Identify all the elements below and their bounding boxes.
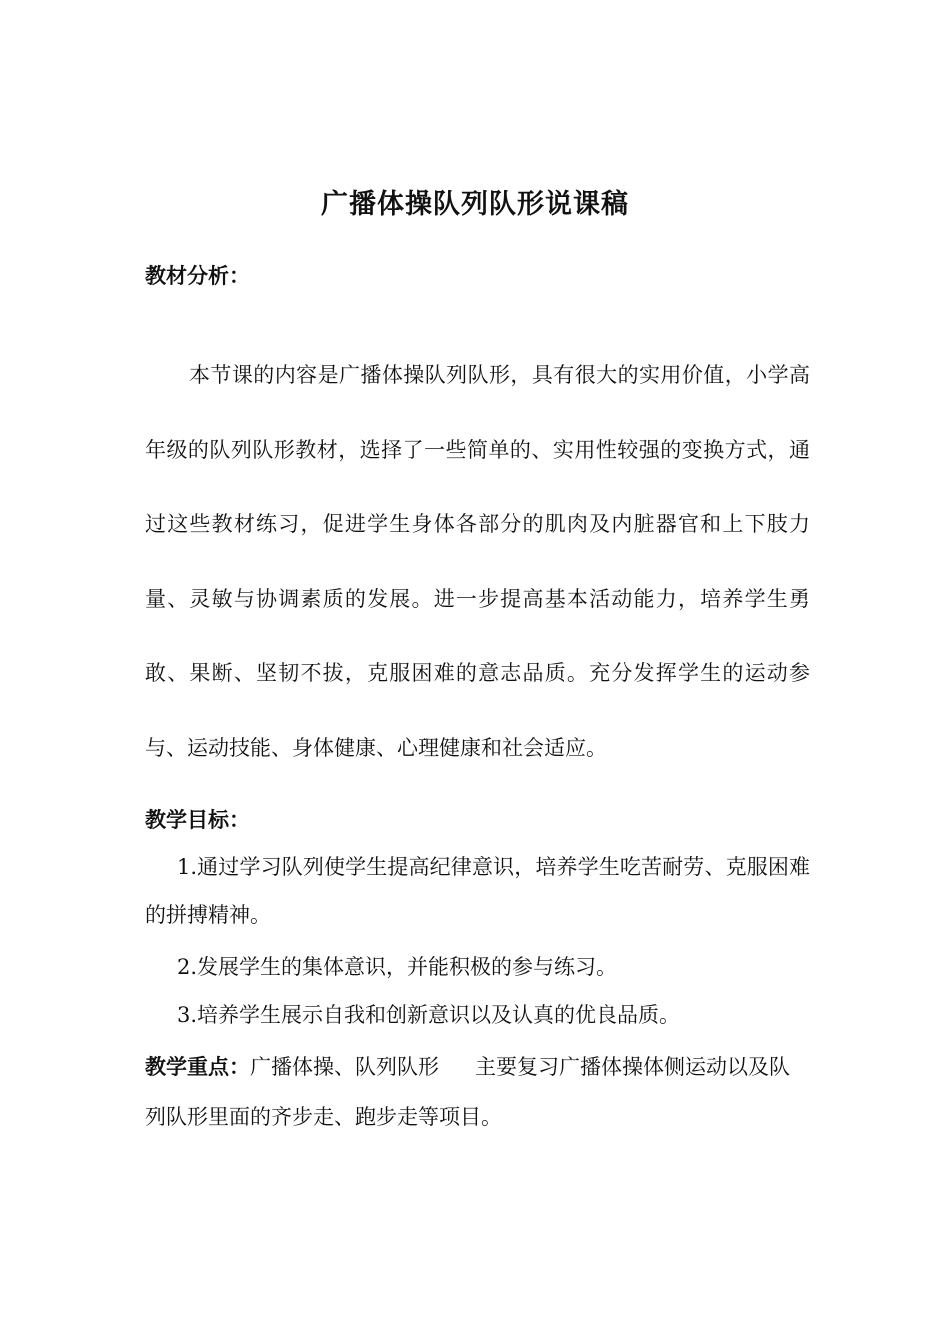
focus-detail: 主要复习广播体操体侧运动以及队列队形里面的齐步走、跑步走等项目。 bbox=[145, 1055, 790, 1129]
goal-item-2: 2.发展学生的集体意识，并能积极的参与练习。 bbox=[177, 955, 618, 979]
focus-paragraph bbox=[145, 1042, 810, 1142]
document-title: 广播体操队列队形说课稿 bbox=[321, 189, 629, 220]
goal-item-3: 3.培养学生展示自我和创新意识以及认真的优良品质。 bbox=[177, 1003, 681, 1027]
analysis-heading: 教材分析： bbox=[145, 264, 250, 288]
analysis-paragraph: 本节课的内容是广播体操队列队形，具有很大的实用价值，小学高年级的队列队形教材，选择了一些简单的、实用性较强的变换方式，通过这些教材练习，促进学生身体各部分的肌肉及内脏器官和上下肢力量、灵敏与协调素质的发展。进一步提高基本活动能力，培养学生勇敢、果断、坚韧不拔，克服困难的意志品质。充分发挥学生的运动参与、运动技能、身体健康、心理健康和社会适应。 bbox=[145, 363, 810, 760]
focus-label: 教学重点： bbox=[145, 1055, 250, 1079]
goal-item-1: 1.通过学习队列使学生提高纪律意识，培养学生吃苦耐劳、克服困难的拼搏精神。 bbox=[145, 855, 810, 927]
goals-heading: 教学目标： bbox=[145, 808, 250, 832]
focus-topic: 广播体操、队列队形 bbox=[250, 1055, 439, 1079]
